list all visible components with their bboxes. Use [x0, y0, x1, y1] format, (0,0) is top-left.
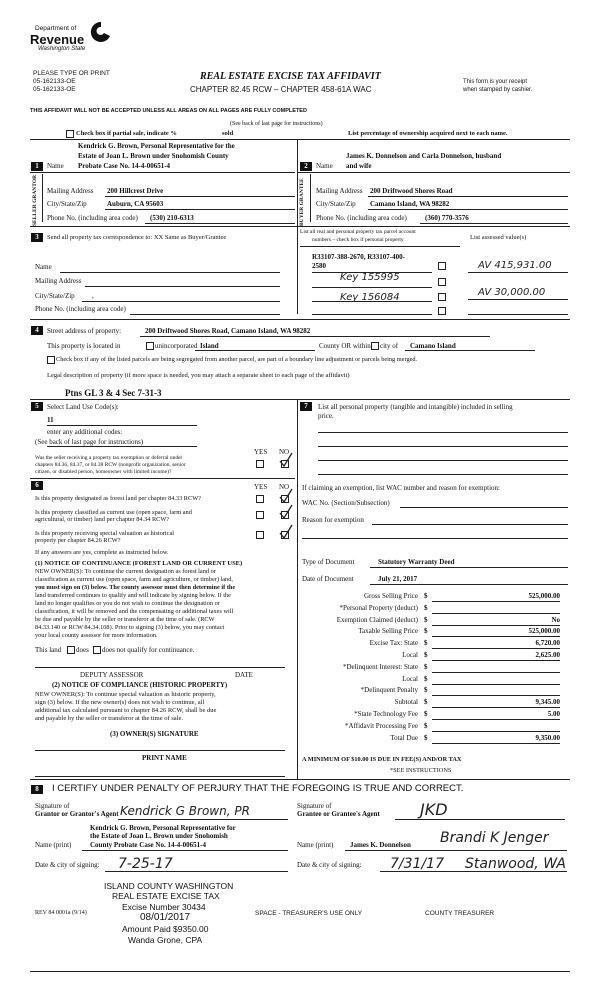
seller-name-line2: Estate of Joan L. Brown under Snohomish County — [78, 152, 229, 160]
tax-row-label: Total Due — [390, 733, 418, 742]
does-qualify-checkbox[interactable] — [67, 646, 75, 654]
tax-row-value: 2,625.00 — [535, 651, 560, 659]
buyer-side-label: BUYER GRANTEE — [299, 178, 305, 226]
form-chapter: CHAPTER 82.45 RCW – CHAPTER 458-61A WAC — [190, 85, 372, 94]
historical-question-2: property per chapter 84.26 RCW? — [35, 537, 121, 544]
parcel-key-2: Key 156084 — [340, 292, 400, 303]
form-title: REAL ESTATE EXCISE TAX AFFIDAVIT — [200, 71, 381, 82]
buyer-phone-value: (360) 770-3576 — [425, 214, 469, 222]
tax-row-label: Taxable Selling Price — [358, 627, 418, 636]
tax-row-dollar: $ — [424, 615, 428, 624]
tax-row-dollar: $ — [424, 710, 428, 718]
continuance-text-4: land transferred continues to qualify and will indicate by signing below. If the — [35, 592, 231, 599]
section-2-badge: 2 — [300, 162, 312, 171]
city-of-label: city of — [380, 342, 399, 350]
buyer-name-line1: James K. Donnelson and Carla Donnelson, husband — [346, 152, 502, 160]
parcel-list-header-1: List all real and personal property tax parcel account — [300, 229, 416, 235]
grantee-sig-label-1: Signature of — [297, 802, 332, 810]
parcel-key-1: Key 155995 — [340, 272, 400, 283]
deputy-assessor-label: DEPUTY ASSESSOR — [80, 671, 144, 679]
street-address-value: 200 Driftwood Shores Road, Camano Island, WA 98282 — [145, 327, 311, 335]
tax-row-underline — [432, 648, 560, 649]
partial-sale-checkbox[interactable] — [66, 130, 74, 138]
continuance-text-5: land no longer qualifies or you do not wish to continue the designation or — [35, 600, 220, 607]
recording-stamp-6: Wanda Grone, CPA — [128, 935, 203, 945]
compliance-title: (2) NOTICE OF COMPLIANCE (HISTORIC PROPERTY) — [52, 682, 228, 689]
grantor-printed-name-1: Kendrick G. Brown, Personal Representative for — [90, 824, 236, 832]
tax-row-dollar: $ — [424, 698, 428, 707]
tax-row-dollar: $ — [424, 639, 428, 648]
recording-stamp-3: Excise Number 30434 — [122, 902, 206, 912]
grantee-date-label: Date & city of signing: — [297, 861, 362, 869]
tax-row-value: 525,000.00 — [528, 627, 560, 636]
check-mark-icon — [278, 524, 294, 540]
exempt-question-3: citizen, or disabled person, homeowner with limited income)? — [35, 469, 172, 475]
forest-land-question: Is this property designated as forest land per chapter 84.33 RCW? — [35, 495, 201, 502]
tax-row-label: Subtotal — [394, 698, 418, 707]
section-5-badge: 5 — [31, 402, 43, 411]
unincorporated-checkbox[interactable] — [146, 342, 154, 350]
document-type-label: Type of Document — [302, 558, 355, 566]
compliance-text-1: NEW OWNER(S): To continue special valuation as historic property, — [35, 691, 216, 698]
exempt-yes-checkbox[interactable] — [256, 460, 264, 468]
buyer-mail-value: 200 Driftwood Shores Road — [370, 187, 453, 195]
grantee-sig-label-2: Grantee or Grantee's Agent — [297, 810, 380, 818]
seller-city-value: Auburn, CA 95603 — [107, 200, 164, 208]
grantor-printed-name-3: County Probate Case No. 14-4-00651-4 — [90, 841, 206, 849]
sec6-yes: YES — [254, 483, 268, 491]
tax-row-label: Exemption Claimed (deduct) — [336, 615, 418, 624]
partial-sale-label: Check box if partial sale, indicate % — [76, 130, 177, 137]
city-checkbox[interactable] — [371, 342, 379, 350]
document-type-value: Statutory Warranty Deed — [378, 558, 455, 566]
seller-side-label: SELLER GRANTOR — [32, 174, 38, 226]
grantee-second-signature: Brandi K Jenger — [440, 830, 549, 846]
sec5-no: NO — [279, 448, 290, 456]
segregated-checkbox[interactable] — [47, 356, 55, 364]
buyer-name-line2: and wife — [346, 162, 372, 170]
buyer-name-label: Name — [316, 162, 333, 170]
parcel-numbers-line1: R33107-388-2670, R33107-400- — [312, 253, 405, 261]
tax-row-label: *Delinquent Penalty — [360, 686, 418, 695]
buyer-mail-label: Mailing Address — [316, 187, 363, 195]
tax-row-dollar: $ — [424, 721, 428, 730]
sold-label: sold — [222, 130, 234, 137]
additional-codes-label: enter any additional codes: — [47, 428, 123, 436]
recording-stamp-1: ISLAND COUNTY WASHINGTON — [104, 881, 234, 891]
form-revision: REV 84 0001a (9/14) — [35, 910, 87, 916]
ownership-note: List percentage of ownership acquired next to each name. — [348, 130, 508, 137]
historical-yes-checkbox[interactable] — [256, 531, 264, 539]
certify-statement: I CERTIFY UNDER PENALTY OF PERJURY THAT THE FOREGOING IS TRUE AND CORRECT. — [52, 783, 464, 794]
does-not-label: does not qualify for continuance. — [102, 646, 195, 654]
sec5-yes: YES — [254, 448, 268, 456]
wac-number-label: WAC No. (Section/Subsection) — [302, 499, 390, 507]
continuance-text-9: your local county assessor for more information. — [35, 632, 158, 639]
logo-line1: Department of — [35, 25, 77, 32]
corr-name-label: Name — [35, 263, 52, 271]
assessed-value-1: AV 415,931.00 — [478, 260, 552, 271]
unincorporated-label: unincorporated — [155, 342, 198, 350]
tax-row-value: 6,720.00 — [535, 639, 560, 648]
personal-property-checkbox-4[interactable] — [438, 307, 446, 315]
owner-signature-label: (3) OWNER(S) SIGNATURE — [110, 730, 199, 738]
compliance-text-3: additional tax calculated pursuant to chapter 84.26 RCW, shall be due — [35, 707, 217, 714]
tax-row-underline — [432, 672, 560, 673]
tax-row-underline — [432, 613, 560, 614]
date-label: DATE — [235, 671, 253, 679]
compliance-text-4: and payable by the seller or transferor at the time of sale. — [35, 715, 183, 722]
tax-row-dollar: $ — [424, 662, 428, 671]
assessed-value-2: AV 30,000.00 — [478, 287, 546, 298]
seller-city-label: City/State/Zip — [47, 200, 87, 208]
county-treasurer-label: COUNTY TREASURER — [425, 910, 495, 917]
current-use-question-1: Is this property classified as current use (open space, farm and — [35, 509, 192, 516]
corr-city-value: , — [92, 292, 94, 300]
corr-phone-label: Phone No. (including area code) — [35, 305, 126, 313]
personal-property-checkbox-2[interactable] — [438, 278, 446, 286]
tax-row-label: Local — [402, 651, 418, 659]
does-not-qualify-checkbox[interactable] — [93, 646, 101, 654]
continuance-text-7: be due and payable by the seller or transferor at the time of sale. (RCW — [35, 616, 215, 623]
buyer-city-label: City/State/Zip — [316, 200, 356, 208]
assessed-value-header: List assessed value(s) — [470, 234, 527, 241]
recording-stamp-4: 08/01/2017 — [140, 912, 191, 923]
recording-stamp-5: Amount Paid $9350.00 — [122, 924, 209, 934]
tax-row-label: *Delinquent Interest: State — [342, 662, 418, 671]
treasurer-use-label: SPACE - TREASURER'S USE ONLY — [255, 910, 363, 917]
grantor-sig-label-2: Grantor or Grantor's Agent — [35, 810, 119, 818]
tax-row-underline — [432, 601, 560, 602]
land-use-label: Select Land Use Code(s): — [47, 403, 119, 411]
seller-mail-label: Mailing Address — [47, 187, 94, 195]
tax-row-label: *Personal Property (deduct) — [339, 603, 418, 612]
logo-line2: Revenue — [30, 32, 85, 47]
please-type: PLEASE TYPE OR PRINT — [33, 70, 110, 77]
city-name: Camano Island — [410, 342, 456, 350]
tax-row-dollar: $ — [424, 733, 428, 742]
legal-description-label: Legal description of property (if more space is needed, you may attach a separate sheet to each page of the affidavit) — [47, 372, 350, 379]
grantee-date-value: 7/31/17 — [390, 856, 444, 872]
receipt-note-1: This form is your receipt — [463, 79, 528, 85]
continuance-title: (1) NOTICE OF CONTINUANCE (FOREST LAND OR CURRENT USE) — [35, 560, 243, 567]
tax-row-label: Excise Tax: State — [369, 639, 418, 648]
land-use-value: 11 — [47, 416, 54, 424]
segregated-label: Check box if any of the listed parcels are being segregated from another parcel, are part of a boundary line adjustment or parcels being merged. — [56, 356, 418, 363]
grantor-signature: Kendrick G Brown, PR — [120, 804, 250, 818]
tax-row-dollar: $ — [424, 603, 428, 612]
continuance-text-3: you must sign on (3) below. The county assessor must then determine if the — [35, 584, 236, 591]
document-date-value: July 21, 2017 — [378, 575, 418, 583]
tax-row-dollar: $ — [424, 686, 428, 695]
grantor-printed-name-2: the Estate of Joan L. Brown under Snohomish — [90, 832, 228, 840]
form-code-2: 05-162133-OE — [33, 86, 76, 93]
land-use-see-back: (See back of last page for instructions) — [35, 438, 144, 446]
grantor-sig-label-1: Signature of — [35, 802, 70, 810]
personal-property-checkbox-3[interactable] — [438, 293, 446, 301]
any-yes-note: If any answers are yes, complete as instructed below. — [35, 549, 169, 556]
tax-row-value: 525,000.00 — [528, 592, 560, 600]
street-address-label: Street address of property: — [47, 327, 122, 335]
this-land-label: This land — [35, 646, 62, 654]
tax-row-dollar: $ — [424, 674, 428, 683]
section-1-badge: 1 — [31, 162, 43, 171]
tax-row-underline — [432, 695, 560, 696]
grantee-signature: JKD — [420, 800, 448, 819]
located-label: This property is located in — [47, 342, 121, 350]
minimum-fee-note: A MINIMUM OF $10.00 IS DUE IN FEE(S) AND/OR TAX — [302, 756, 462, 763]
seller-name-line3: Probate Case No. 14-4-00651-4 — [78, 162, 171, 170]
grantor-name-label: Name (print) — [35, 841, 72, 849]
section-7-badge: 7 — [300, 402, 312, 411]
tax-row-value: No — [551, 615, 560, 624]
legal-description-value: Ptns GL 3 & 4 Sec 7-31-3 — [65, 388, 162, 398]
tax-row-dollar: $ — [424, 651, 428, 659]
send-correspondence: Send all property tax correspondence to: XX Same as Buyer/Grantee — [47, 234, 227, 241]
logo-line3: Washington State — [38, 46, 86, 52]
section-6-badge: 6 — [31, 481, 43, 490]
county-name: Island — [200, 342, 219, 350]
seller-phone-value: (530) 210-6313 — [150, 214, 194, 222]
warning-banner: THIS AFFIDAVIT WILL NOT BE ACCEPTED UNLESS ALL AREAS ON ALL PAGES ARE FULLY COMPLETED — [30, 108, 307, 114]
corr-mail-label: Mailing Address — [35, 277, 82, 285]
parcel-numbers-line2: 2580 — [312, 262, 326, 270]
corr-city-label: City/State/Zip — [35, 292, 75, 300]
seller-mail-value: 200 Hillcrest Drive — [107, 187, 164, 195]
check-mark-icon — [278, 488, 294, 504]
receipt-note-2: when stamped by cashier. — [463, 87, 533, 93]
section-8-badge: 8 — [31, 785, 43, 794]
tax-row-underline — [432, 743, 560, 744]
tax-row-underline — [432, 707, 560, 708]
print-name-label: PRINT NAME — [142, 754, 187, 762]
exempt-question-2: chapters 84.36, 84.37, or 84.38 RCW (nonprofit organization, senior — [35, 462, 186, 468]
does-label: does — [76, 646, 89, 654]
document-date-label: Date of Document — [302, 575, 354, 583]
tax-row-underline — [432, 625, 560, 626]
tax-row-underline — [432, 684, 560, 685]
current-use-question-2: agricultural, or timber) land per chapter 84.34 RCW? — [35, 516, 170, 523]
recording-stamp-2: REAL ESTATE EXCISE TAX — [112, 891, 220, 901]
personal-property-checkbox-1[interactable] — [438, 262, 446, 270]
grantor-date-value: 7-25-17 — [118, 856, 173, 872]
grantee-name-label: Name (print) — [297, 841, 334, 849]
current-use-yes-checkbox[interactable] — [256, 511, 264, 519]
grantor-date-label: Date & city of signing: — [35, 861, 100, 869]
see-back-instructions: (See back of last page for instructions) — [230, 121, 323, 127]
continuance-text-2: classification as current use (open space, farm and agriculture, or timber) land, — [35, 576, 233, 583]
historical-question-1: Is this property receiving special valuation as historical — [35, 530, 175, 537]
tax-row-label: Local — [402, 674, 418, 683]
check-mark-icon — [278, 504, 294, 520]
section-3-badge: 3 — [31, 233, 43, 242]
tax-row-dollar: $ — [424, 592, 428, 600]
seller-phone-label: Phone No. (including area code) — [47, 214, 138, 222]
tax-row-underline — [432, 636, 560, 637]
continuance-text-6: classification, it will be removed and the compensating or additional taxes will — [35, 608, 234, 615]
seller-name-label: Name — [47, 162, 64, 170]
check-mark-icon — [278, 452, 294, 468]
tax-row-label: *State Technology Fee — [354, 710, 418, 718]
personal-property-list-1: List all personal property (tangible and intangible) included in selling — [318, 403, 513, 411]
compliance-text-2: sign (3) below. If the new owner(s) does not wish to continue, all — [35, 699, 205, 706]
exemption-reason-label: Reason for exemption — [302, 516, 364, 524]
tax-row-dollar: $ — [424, 627, 428, 636]
parcel-list-header-2: numbers – check box if personal property — [312, 237, 404, 243]
county-or-within: County OR within — [319, 342, 371, 350]
personal-property-list-2: price. — [318, 412, 334, 420]
tax-row-underline — [432, 719, 560, 720]
tax-row-underline — [432, 660, 560, 661]
tax-row-value: 5.00 — [547, 710, 560, 718]
continuance-text-8: 84.33.140 or RCW 84.34.108). Prior to signing (3) below, you may contact — [35, 624, 225, 631]
tax-row-underline — [432, 731, 560, 732]
grantee-printed-name: James K. Donnelson — [350, 841, 411, 849]
claim-exemption-label: If claiming an exemption, list WAC number and reason for exemption: — [302, 484, 500, 492]
exempt-question-1: Was the seller receiving a property tax exemption or deferral under — [35, 455, 183, 461]
buyer-phone-label: Phone No. (including area code) — [316, 214, 407, 222]
forest-yes-checkbox[interactable] — [256, 495, 264, 503]
logo-mark-icon — [90, 20, 112, 44]
section-4-badge: 4 — [31, 326, 43, 335]
grantee-city-value: Stanwood, WA — [465, 856, 566, 872]
buyer-city-value: Camano Island, WA 98282 — [370, 200, 450, 208]
tax-row-value: 9,345.00 — [535, 698, 560, 707]
form-code-1: 05-162133-OE — [33, 78, 76, 85]
tax-row-value: 9,350.00 — [535, 733, 560, 742]
see-instructions-note: *SEE INSTRUCTIONS — [390, 767, 452, 774]
continuance-text-1: NEW OWNER(S): To continue the current designation as forest land or — [35, 568, 216, 575]
seller-name-line1: Kendrick G. Brown, Personal Representative for the — [78, 142, 235, 150]
tax-row-label: *Affidavit Processing Fee — [345, 721, 418, 730]
tax-row-label: Gross Selling Price — [363, 592, 418, 600]
sec6-no: NO — [279, 483, 290, 491]
